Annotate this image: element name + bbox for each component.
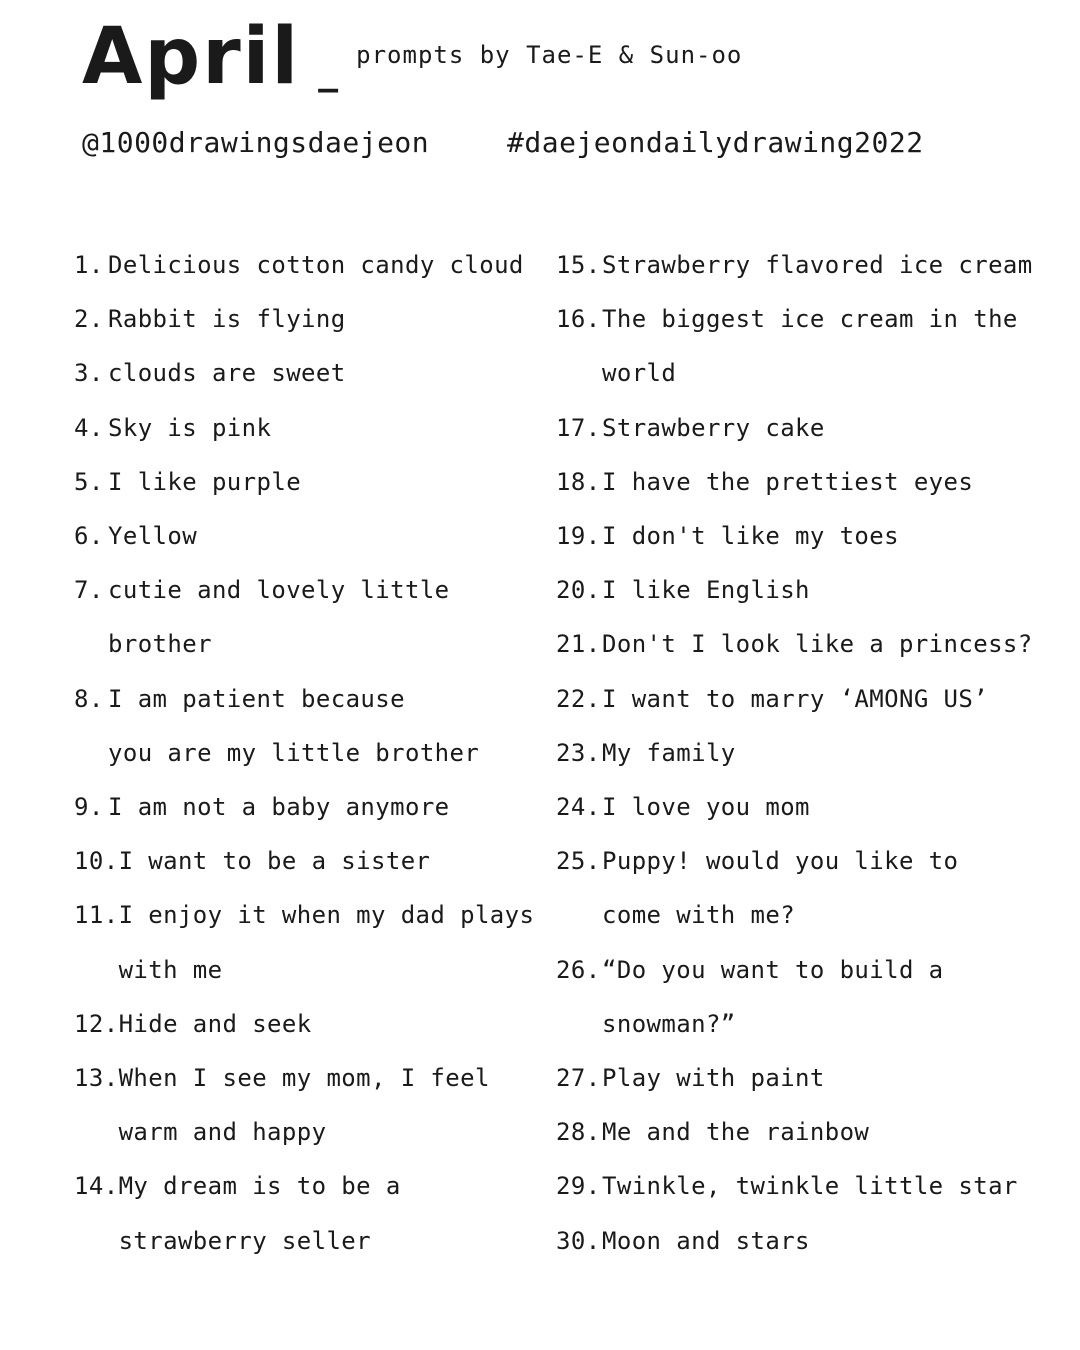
prompt-item [556, 509, 1061, 563]
prompt-text: Sky is pink [108, 413, 272, 442]
prompt-text: Play with paint [602, 1064, 825, 1093]
prompt-text: Yellow [108, 522, 198, 551]
prompt-text: I don't like my toes [602, 522, 899, 551]
prompt-text: Strawberry cake [602, 413, 825, 442]
prompt-text: “Do you want to build a snowman?” [602, 955, 944, 1038]
prompt-item [74, 834, 544, 888]
prompt-number: 8. [74, 684, 104, 713]
prompt-text: Me and the rainbow [602, 1118, 870, 1147]
prompt-item [74, 1051, 544, 1159]
prompt-text: I am patient because you are my little brother [108, 684, 480, 767]
prompt-number: 24. [556, 793, 601, 822]
prompt-item [74, 509, 544, 563]
prompt-number: 26. [556, 955, 601, 984]
prompt-item [556, 943, 1061, 1051]
prompt-number: 13. [74, 1064, 119, 1093]
prompt-text: Twinkle, twinkle little star [602, 1172, 1018, 1201]
prompt-item [74, 292, 544, 346]
prompt-number: 9. [74, 793, 104, 822]
prompt-number: 30. [556, 1226, 601, 1255]
prompt-number: 14. [74, 1172, 119, 1201]
prompt-text: Moon and stars [602, 1226, 810, 1255]
page-title: April [82, 12, 301, 102]
prompt-item [556, 1159, 1061, 1213]
prompt-number: 7. [74, 576, 104, 605]
prompt-text: Don't I look like a princess? [602, 630, 1033, 659]
prompt-number: 19. [556, 522, 601, 551]
prompt-text: Delicious cotton candy cloud [108, 251, 524, 279]
prompt-item [74, 1159, 544, 1267]
prompt-text: clouds are sweet [108, 359, 346, 388]
prompt-text: I am not a baby anymore [108, 793, 450, 822]
prompt-item [556, 672, 1061, 726]
prompt-text: I have the prettiest eyes [602, 467, 974, 496]
prompt-number: 1. [74, 251, 104, 279]
prompt-list-right [556, 238, 1061, 1268]
instagram-handle: @1000drawingsdaejeon [82, 126, 430, 159]
byline: prompts by Tae-E & Sun-oo [356, 41, 743, 69]
prompt-text: My dream is to be a strawberry seller [118, 1172, 401, 1255]
prompt-item [74, 455, 544, 509]
prompt-item [556, 834, 1061, 942]
prompt-text: I want to be a sister [118, 847, 431, 876]
prompt-text: I want to marry ‘AMONG US’ [602, 684, 989, 713]
header [82, 12, 1042, 159]
prompt-number: 11. [74, 901, 119, 930]
title-underscore: _ [318, 47, 339, 93]
prompt-item [556, 292, 1061, 400]
prompt-text: cutie and lovely little brother [108, 576, 450, 659]
prompt-item [556, 780, 1061, 834]
prompt-number: 27. [556, 1064, 601, 1093]
prompt-text: I enjoy it when my dad plays with me [118, 901, 535, 984]
prompt-list-left [74, 238, 544, 1268]
prompt-item [556, 1105, 1061, 1159]
prompt-text: Hide and seek [118, 1009, 312, 1038]
prompt-number: 18. [556, 467, 601, 496]
prompt-item [556, 401, 1061, 455]
prompt-text: I like English [602, 576, 810, 605]
prompt-item [556, 1214, 1061, 1268]
prompt-number: 23. [556, 738, 601, 767]
prompt-number: 6. [74, 522, 104, 551]
prompt-item [74, 346, 544, 400]
prompt-number: 29. [556, 1172, 601, 1201]
prompt-number: 17. [556, 413, 601, 442]
title-row [82, 12, 1042, 102]
prompt-number: 10. [74, 847, 119, 876]
prompt-number: 4. [74, 413, 104, 442]
prompt-item [74, 997, 544, 1051]
prompt-number: 3. [74, 359, 104, 388]
prompt-item [556, 1051, 1061, 1105]
prompt-item [74, 238, 544, 292]
prompt-number: 22. [556, 684, 601, 713]
prompt-number: 12. [74, 1009, 119, 1038]
prompt-item [74, 401, 544, 455]
prompt-number: 2. [74, 305, 104, 334]
prompt-item [74, 563, 544, 671]
prompt-item [74, 672, 544, 780]
prompt-number: 21. [556, 630, 601, 659]
prompt-number: 20. [556, 576, 601, 605]
prompt-number: 25. [556, 847, 601, 876]
prompt-text: My family [602, 738, 736, 767]
prompt-number: 15. [556, 251, 601, 279]
hashtag: #daejeondailydrawing2022 [507, 126, 924, 159]
prompt-item [556, 617, 1061, 671]
prompt-number: 5. [74, 467, 104, 496]
prompt-item [556, 238, 1061, 292]
prompt-item [556, 455, 1061, 509]
prompt-item [74, 888, 544, 996]
prompt-item [556, 726, 1061, 780]
prompt-text: I love you mom [602, 793, 810, 822]
prompt-item [556, 563, 1061, 617]
prompt-item [74, 780, 544, 834]
prompt-text: The biggest ice cream in the world [602, 305, 1018, 388]
prompt-text: When I see my mom, I feel warm and happy [118, 1064, 490, 1147]
prompt-text: Strawberry flavored ice cream [602, 251, 1033, 279]
prompt-number: 28. [556, 1118, 601, 1147]
prompt-text: Puppy! would you like to come with me? [602, 847, 959, 930]
prompt-text: Rabbit is flying [108, 305, 346, 334]
prompt-text: I like purple [108, 467, 302, 496]
prompt-number: 16. [556, 305, 601, 334]
